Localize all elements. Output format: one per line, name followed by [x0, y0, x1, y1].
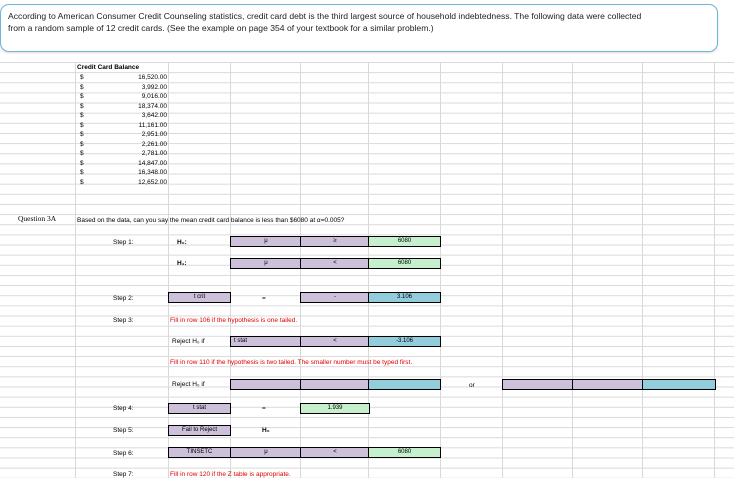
balance-value-cell[interactable]: 12,652.00	[138, 178, 167, 186]
currency-symbol: $	[80, 169, 84, 176]
step-7-label: Step 7:	[113, 471, 134, 478]
currency-symbol: $	[80, 121, 84, 129]
reject-stat-cell[interactable]: t stat	[230, 336, 302, 347]
question-label[interactable]: Question 3A	[18, 214, 57, 223]
tstat-equals: =	[262, 405, 266, 412]
instructions-text-box[interactable]	[0, 4, 718, 52]
balance-value-cell[interactable]: 3,642.00	[141, 112, 167, 119]
reject-value-cell[interactable]: -3.106	[368, 336, 441, 347]
spreadsheet-grid	[0, 62, 734, 478]
instructions-line-2: from a random sample of 12 credit cards. (See the example on page 354 of your textbook for a similar problem.)	[8, 23, 434, 33]
two-tailed-cell-5[interactable]	[572, 379, 644, 390]
tcrit-cell[interactable]: t crit	[168, 292, 231, 303]
step-4-label: Step 4:	[113, 405, 134, 412]
h1-parameter-cell[interactable]: μ	[230, 258, 302, 269]
reject-if-label: Reject H₀ if	[172, 338, 205, 345]
reject-if-label-2: Reject H₀ if	[172, 381, 205, 388]
currency-symbol: $	[80, 178, 84, 186]
balance-value-cell[interactable]: 11,161.00	[138, 121, 167, 129]
grid-column-line	[714, 62, 715, 478]
h1-label: H₁:	[177, 260, 187, 267]
balance-value-cell[interactable]: 16,348.00	[138, 169, 167, 176]
currency-symbol: $	[80, 140, 84, 148]
grid-column-line	[642, 62, 643, 478]
z-table-note: Fill in row 120 if the Z table is appropriate.	[170, 471, 291, 478]
balance-value-cell[interactable]: 18,374.00	[138, 102, 167, 110]
grid-column-line	[368, 62, 369, 478]
currency-symbol: $	[80, 112, 84, 119]
h0-value-cell[interactable]: 6080	[368, 236, 441, 247]
h0-parameter-cell[interactable]: μ	[230, 236, 302, 247]
balance-value-cell[interactable]: 14,847.00	[138, 159, 167, 167]
one-tailed-note: Fill in row 106 if the hypothesis is one tailed.	[170, 317, 298, 324]
balance-value-cell[interactable]: 2,951.00	[141, 131, 167, 138]
grid-column-line	[230, 62, 231, 478]
decision-cell[interactable]: Fail to Reject	[168, 425, 231, 436]
reject-operator-cell[interactable]: <	[300, 336, 370, 347]
h1-value-cell[interactable]: 6080	[368, 258, 441, 269]
currency-symbol: $	[80, 150, 84, 157]
grid-column-line	[300, 62, 301, 478]
two-tailed-cell-3[interactable]	[368, 379, 441, 390]
decision-h0-label: H₀	[262, 427, 270, 434]
tinsetc-cell[interactable]: TINSETC	[168, 447, 231, 458]
currency-symbol: $	[80, 131, 84, 138]
balance-value-cell[interactable]: 2,781.00	[141, 150, 167, 157]
currency-symbol: $	[80, 83, 84, 91]
balance-value-cell[interactable]: 9,016.00	[141, 93, 167, 100]
currency-symbol: $	[80, 74, 84, 81]
balance-value-cell[interactable]: 2,261.00	[141, 140, 167, 148]
tstat-value-cell[interactable]: 1.939	[300, 403, 370, 414]
or-label: or	[469, 382, 475, 389]
grid-column-line	[168, 62, 169, 478]
grid-column-line	[502, 62, 503, 478]
step-5-label: Step 5:	[113, 427, 134, 434]
two-tailed-cell-4[interactable]	[502, 379, 574, 390]
currency-symbol: $	[80, 93, 84, 100]
tcrit-sign-cell[interactable]: -	[300, 292, 370, 303]
data-table-header[interactable]: Credit Card Balance	[77, 64, 140, 71]
instructions-line-1: According to American Consumer Credit Counseling statistics, credit card debt is the third largest source of household indebtedness. The following data were collected	[8, 11, 642, 21]
step6-value-cell[interactable]: 6080	[368, 447, 441, 458]
currency-symbol: $	[80, 159, 84, 167]
grid-column-line	[572, 62, 573, 478]
balance-value-cell[interactable]: 16,520.00	[138, 74, 167, 81]
question-prompt[interactable]: Based on the data, can you say the mean credit card balance is less than $6080 at α=0.005?	[77, 217, 345, 224]
step6-parameter-cell[interactable]: μ	[230, 447, 302, 458]
tstat-cell[interactable]: t stat	[168, 403, 231, 414]
h1-operator-cell[interactable]: <	[300, 258, 370, 269]
two-tailed-cell-6[interactable]	[642, 379, 716, 390]
grid-column-line	[440, 62, 441, 478]
step-3-label: Step 3:	[113, 317, 134, 324]
tcrit-value-cell[interactable]: 3.106	[368, 292, 441, 303]
h0-label: H₀:	[177, 239, 187, 246]
grid-column-line	[75, 62, 76, 478]
two-tailed-cell-1[interactable]	[230, 379, 302, 390]
step-6-label: Step 6:	[113, 450, 134, 457]
step6-operator-cell[interactable]: <	[300, 447, 370, 458]
step-1-label: Step 1:	[113, 239, 134, 246]
tcrit-equals: =	[262, 295, 266, 302]
two-tailed-note: Fill in row 110 if the hypothesis is two tailed. The smaller number must be typed first.	[170, 359, 413, 366]
two-tailed-cell-2[interactable]	[300, 379, 370, 390]
step-2-label: Step 2:	[113, 295, 134, 302]
currency-symbol: $	[80, 102, 84, 110]
h0-operator-cell[interactable]: ≥	[300, 236, 370, 247]
balance-value-cell[interactable]: 3,992.00	[141, 83, 167, 91]
